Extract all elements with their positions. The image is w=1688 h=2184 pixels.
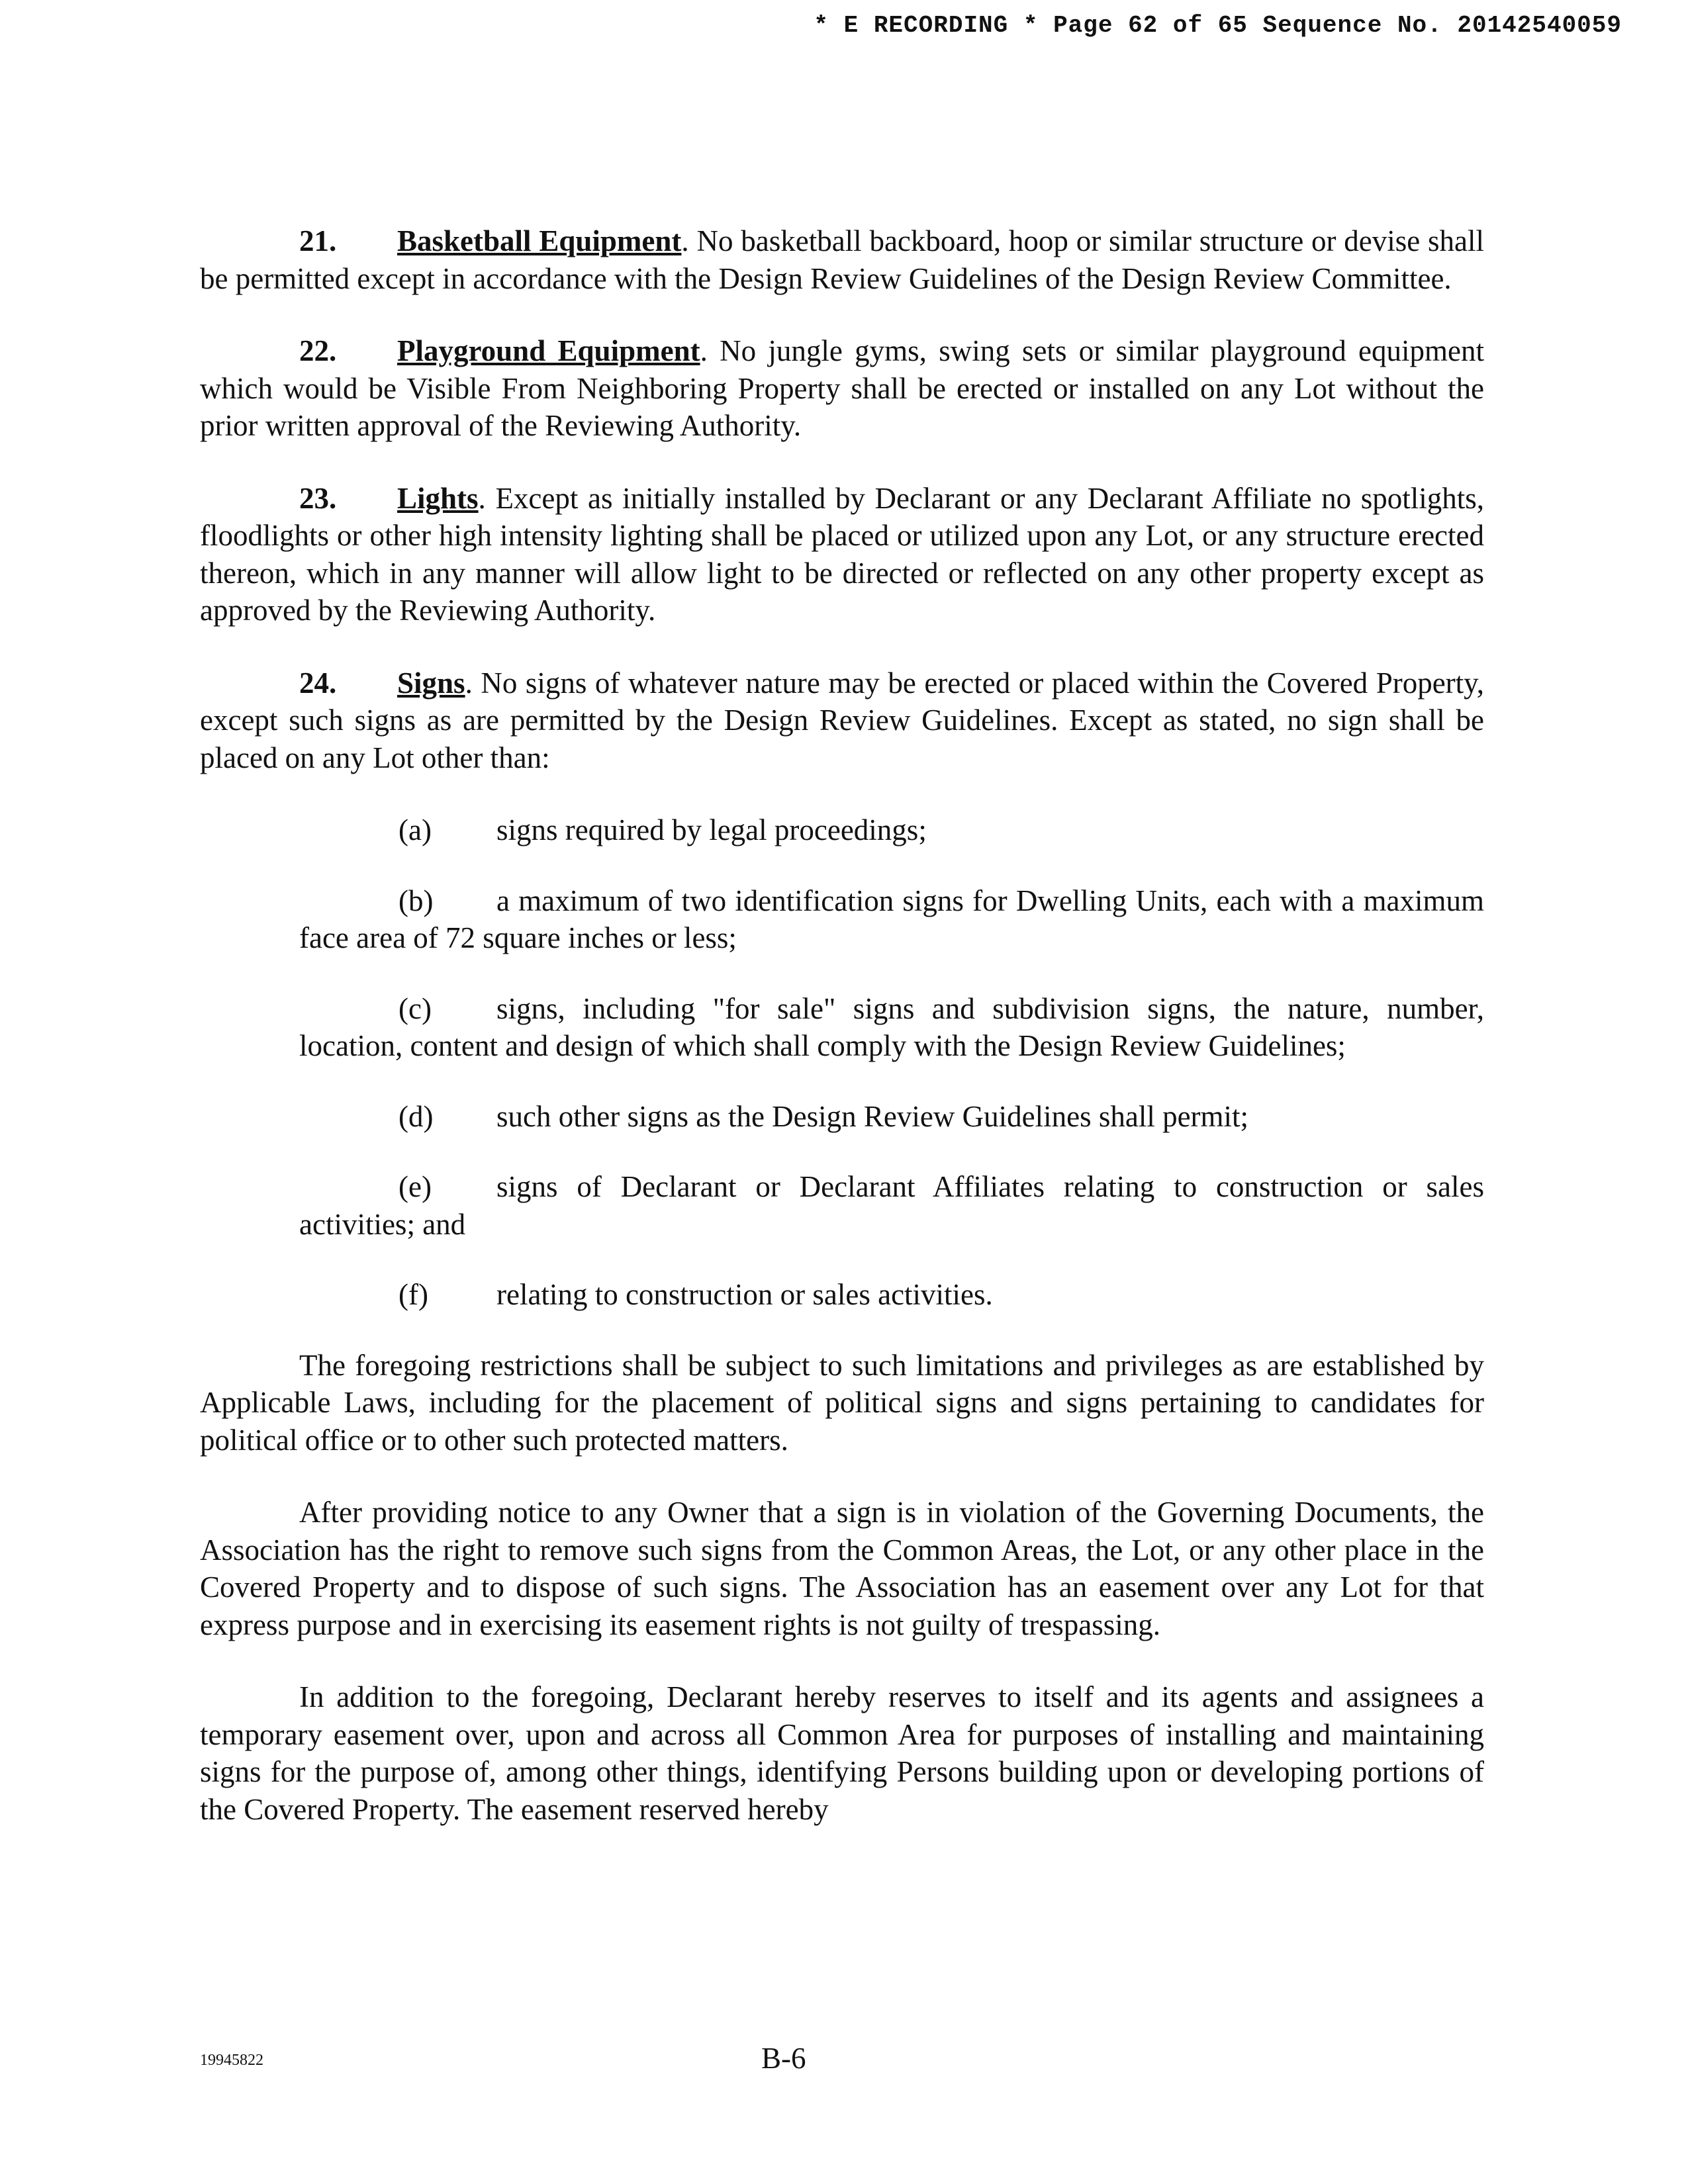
document-body [200, 222, 1484, 1863]
section-text: . No jungle gyms, swing sets or similar playground equipment which would be Visible From Neighboring Property shall be erected or installed on any Lot without the prior written approval of the Reviewing Authority. [200, 334, 1484, 442]
section-title: Basketball Equipment [397, 224, 682, 257]
list-item-b [200, 882, 1484, 957]
section-22 [200, 332, 1484, 445]
paragraph-removal: After providing notice to any Owner that a sign is in violation of the Governing Documents, the Association has the right to remove such signs from the Common Areas, the Lot, or any other place in the Covered Property and to dispose of such signs. The Association has an easement over any Lot for that express purpose and in exercising its easement rights is not guilty of trespassing. [200, 1496, 1484, 1641]
item-label: (a) [399, 813, 432, 846]
section-24 [200, 664, 1484, 777]
section-text: . No basketball backboard, hoop or similar structure or devise shall be permitted except in accordance with the Design Review Guidelines of the Design Review Committee. [200, 224, 1484, 295]
item-text: signs of Declarant or Declarant Affiliates relating to construction or sales activities; and [299, 1170, 1484, 1241]
item-label: (e) [399, 1170, 432, 1203]
item-label: (c) [399, 991, 432, 1025]
list-item-e [200, 1168, 1484, 1243]
section-text: . No signs of whatever nature may be erected or placed within the Covered Property, except such signs as are permitted by the Design Review Guidelines. Except as stated, no sign shall be placed on any Lot other than: [200, 666, 1484, 774]
paragraph-restrictions: The foregoing restrictions shall be subject to such limitations and privileges as are established by Applicable Laws, including for the placement of political signs and signs pertaining to candidates for political office or to other such protected matters. [200, 1348, 1484, 1457]
section-23 [200, 480, 1484, 629]
list-item-c [200, 990, 1484, 1065]
paragraph-easement: In addition to the foregoing, Declarant hereby reserves to itself and its agents and assignees a temporary easement over, upon and across all Common Area for purposes of installing and maintaining signs for the purpose of, among other things, identifying Persons building upon or developing portions of the Covered Property. The easement reserved hereby [200, 1680, 1484, 1826]
section-title: Lights [397, 481, 479, 515]
section-number: 23. [299, 481, 337, 515]
item-label: (b) [399, 884, 434, 917]
list-item-f [200, 1276, 1484, 1314]
list-item-a [200, 811, 1484, 849]
section-21 [200, 222, 1484, 297]
item-text: such other signs as the Design Review Guidelines shall permit; [496, 1099, 1249, 1133]
item-label: (d) [399, 1099, 434, 1133]
section-text: . Except as initially installed by Declarant or any Declarant Affiliate no spotlights, floodlights or other high intensity lighting shall be placed or utilized upon any Lot, or any structure erected thereon, which in any manner will allow light to be directed or reflected on any other property except as approved by the Reviewing Authority. [200, 481, 1484, 627]
item-label: (f) [399, 1278, 428, 1311]
section-number: 24. [299, 666, 337, 700]
list-item-d [200, 1098, 1484, 1136]
recording-header: * E RECORDING * Page 62 of 65 Sequence No. 20142540059 [814, 12, 1622, 39]
section-number: 22. [299, 334, 337, 367]
document-id: 19945822 [200, 2052, 263, 2069]
item-text: signs, including "for sale" signs and subdivision signs, the nature, number, location, content and design of which shall comply with the Design Review Guidelines; [299, 991, 1484, 1062]
item-text: signs required by legal proceedings; [496, 813, 927, 846]
section-title: Playground Equipment [397, 334, 700, 367]
section-number: 21. [299, 224, 337, 257]
section-title: Signs [397, 666, 465, 700]
item-text: relating to construction or sales activities. [496, 1278, 993, 1311]
item-text: a maximum of two identification signs for Dwelling Units, each with a maximum face area of 72 square inches or less; [299, 884, 1484, 954]
page-number: B-6 [761, 2042, 806, 2075]
